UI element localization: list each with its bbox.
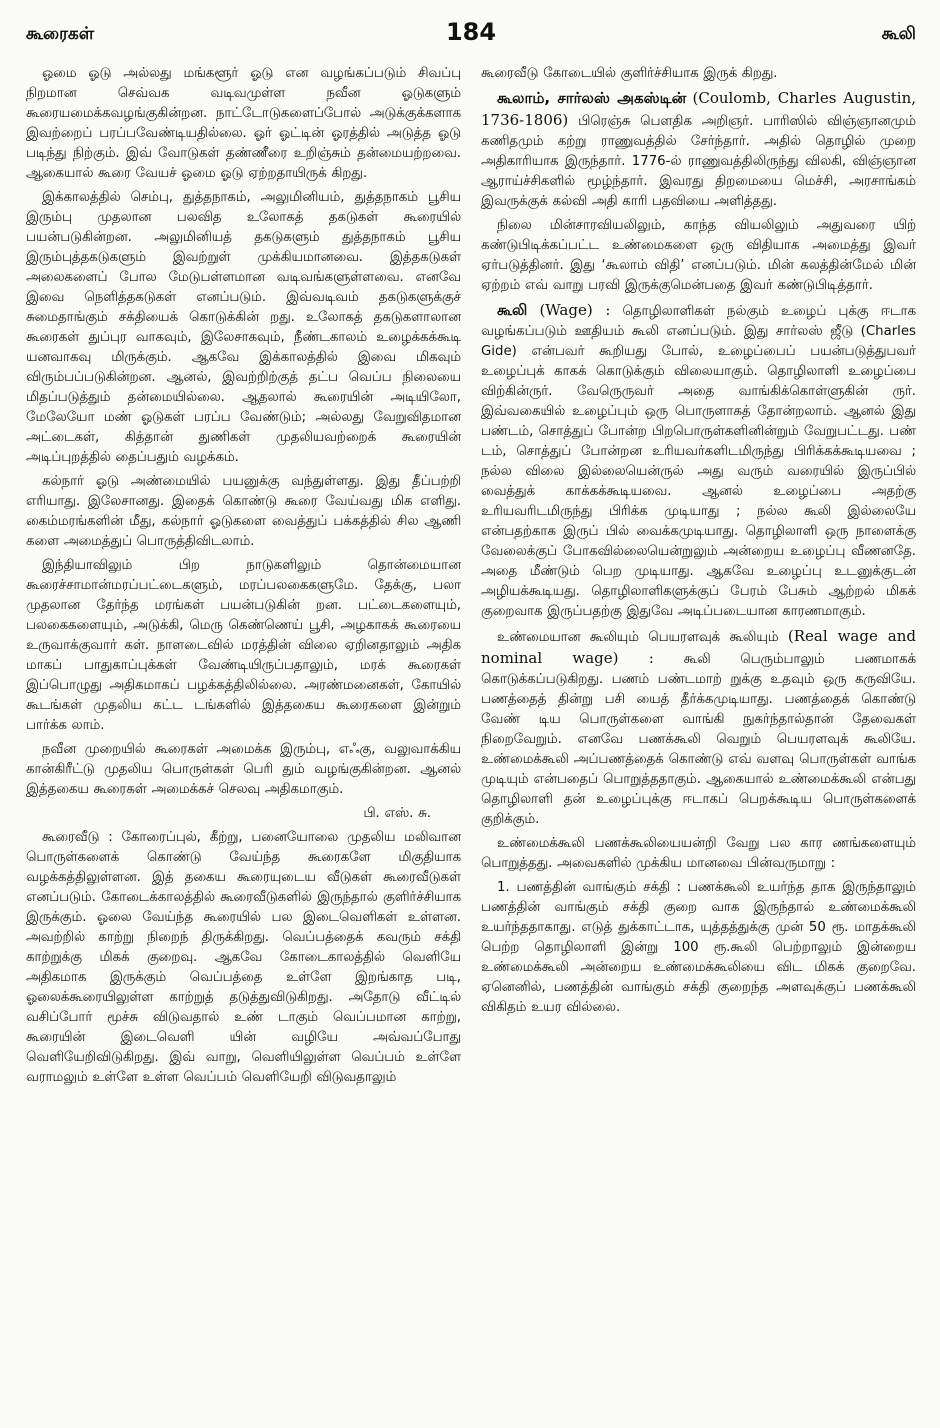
numbered-point: 1. பணத்தின் வாங்கும் சக்தி : பணக்கூலி உயர்ந்த தாக இருந்தாலும் பணத்தின் வாங்கும் சக்தி குறை வாக இருந்தால் உண்மைக்கூலி உயர்ந்ததாகாது. எடுத் துக்காட்டாக, யுத்தத்துக்கு முன் 50 ரூ. மாதக்கூலி பெற்ற தொழிலாளி இன்று 100 ரூ.கூலி பெற்றாலும் இன்றைய உண்மைக்கூலி அன்றைய உண்மைக்கூலியை விட மிகக் குறைவே. ஏனெனில், பணத்தின் வாங்கும் சக்தி குறைந்த அளவுக்குப் பணக்கூலி விகிதம் உயர வில்லை. xyxy=(481,880,916,1015)
paragraph: ஓமை ஓடு அல்லது மங்களூர் ஓடு என வழங்கப்படும் சிவப்பு நிறமான செவ்வக வடிவமுள்ள நவீன ஓடுகளும் கூரையமைக்கவழங்குகின்றன. நாட்டோடுகளைப்போல் அடுக்குக்களாக இவற்றைப் பரப்பவேண்டியதில்லை. ஓர் ஓட்டின் ஓரத்தில் அடுத்த ஓடு படிந்து நிற்கும். இவ் வோடுகள் தண்ணீரை உறிஞ்சும் தன்மையற்றவை. ஆகையால் கூரை வேயச் ஓமை ஓடு ஏற்றதாயிருக் கிறது. xyxy=(26,66,461,181)
running-head-right: கூலி xyxy=(881,24,916,44)
entry-head-roman: (Wage) : xyxy=(539,301,611,319)
page-header xyxy=(26,18,916,58)
entry-head-tamil: கூலாம், சார்லஸ் அகஸ்டின் xyxy=(497,89,687,107)
paragraph: கல்நார் ஓடு அண்மையில் பயனுக்கு வந்துள்ளது. இது தீப்பற்றி எரியாது. இலேசானது. இதைக் கொண்டு கூரை வேய்வது மிக எளிது. கைம்மரங்களின் மீது, கல்நார் ஓடுகளை வைத்துப் பக்கத்தில் சில ஆணி களை அமைத்துப் பொருத்திவிடலாம். xyxy=(26,474,461,549)
signature-line xyxy=(26,804,461,824)
entry-head-tamil: கூலி xyxy=(497,301,528,319)
page-number: 184 xyxy=(445,18,497,46)
entry-wage xyxy=(481,300,916,622)
entry-body: தொழிலாளிகள் நல்கும் உழைப் புக்கு ஈடாக வழங்கப்படும் ஊதியம் கூலி எனப்படும். இது சார்லஸ் ஜீடு (Charles Gide) என்பவர் கூறியது போல், உழைப்பைப் பயன்படுத்துபவர் உழைப்புக் காகக் கொடுக்கும் விலையாகும். தொழிலாளி உழைப்பை விற்கின்ருர். வேருெருவர் அதை வாங்கிக்கொள்ளுகின் ருர். இவ்வகையில் உழைப்பும் ஒரு பொருளாகத் தோன்றலாம். ஆனல் இது பண்டம், சொத்துப் போன்ற பிறபொருள்களினின்றும் வேறுபட்டது. பண் டம், சொத்துப் போன்றன உரியவர்களிடமிருந்து பிரிக்கக்கூடியவை ; நல்ல விலை இல்லையென்ருல் அது வரும் வரையில் இருப்பில் வைத்துக் காக்கக்கூடியவை. ஆனல் உழைப்பை அதற்கு உரியவரிடமிருந்து பிரிக்க முடியாது ; நல்ல கூலி இல்லையே என்பதற்காக இருப் பில் வைக்கமுடியாது. தொழிலாளி ஒரு நாளைக்கு வேலைக்குப் போகவில்லையென்றுலும் அன்றைய உழைப்பு வீணனதே. அதை மீண்டும் பெற முடியாது. ஆகவே உழைப்பு உடனுக்குடன் அழியக்கூடியது. தொழிலாளிகளுக்குப் பேரம் பேசும் ஆற்றல் மிகக் குறைவாக இருப்பதற்கு இதுவே அடிப்படையான காரணமாகும். xyxy=(481,304,916,619)
two-column-body xyxy=(26,64,916,1414)
entry-head-roman: (Coulomb, Charles Augustin, 1736-1806) xyxy=(481,89,916,129)
left-column xyxy=(26,64,461,1414)
right-column xyxy=(481,64,916,1414)
paragraph: இந்தியாவிலும் பிற நாடுகளிலும் தொன்மையான கூரைச்சாமான்மரப்பட்டைகளும், மரப்பலகைகளுமே. தேக்கு, பலா முதலான தேர்ந்த மரங்கள் பயன்படுகின் றன. பட்டைகளையும், பலகைகளையும், அடுக்கி, மெரு கெண்ணெய் பூசி, அழகாகக் கூரையை உருவாக்குவார் கள். நாளடைவில் மரத்தின் விலை ஏறினதாலும் அதிக மாகப் பாதுகாப்புக்கள் வேண்டியிருப்பதாலும், மரக் கூரைகள் இப்பொழுது அதிகமாகப் பழக்கத்திலில்லை. அரண்மனைகள், கோயில் கூடங்கள் முதலிய கட்ட டங்களில் இத்தகைய கூரைகளை இன்றும் பார்க்க லாம். xyxy=(26,558,461,733)
author-signature: பி. எஸ். சு. xyxy=(363,806,431,821)
entry-body: பிரெஞ்சு பௌதிக அறிஞர். பாரிஸில் விஞ்ஞானமும் கணிதமும் கற்று ராணுவத்தில் சேர்ந்தார். அதில் தொழில் முறை அதிகாரியாக இருந்தார். 1776-ல் ராணுவத்திலிருந்து விலகி, விஞ்ஞான ஆராய்ச்சிகளில் மூழ்ந்தார். இவரது திறமையை மெச்சி, அரசாங்கம் இவருக்குக் கல்வி அதி காரி பதவியை அளித்தது. xyxy=(481,114,916,209)
subentry-real-wage xyxy=(481,626,916,830)
subentry-body: கூலி பெரும்பாலும் பணமாகக் கொடுக்கப்படுகிறது. பணம் பண்டமாற் றுக்கு உதவும் ஒரு கருவியே. பணத்தைத் தின்று பசி யைத் தீர்க்கமுடியாது. பணத்தைக் கொண்டு வேண் டிய பொருள்களை வாங்கி நுகர்ந்தால்தான் தேவைகள் நிறைவேறும். எனவே பணக்கூலி வெறும் பெயரளவுக் கூலியே. உண்மைக்கூலி அப்பணத்தைக் கொண்டு எவ் வளவு பொருள்கள் வாங்க முடியும் என்பதைப் பொறுத்ததாகும். ஆகையால் உண்மைக்கூலி என்பது தொழிலாளி தன் உழைப்புக்கு ஈடாகப் பெறக்கூடிய பொருள்களைக் குறிக்கும். xyxy=(481,652,916,827)
entry-coulomb xyxy=(481,88,916,212)
paragraph: நவீன முறையில் கூரைகள் அமைக்க இரும்பு, எஃகு, வலுவாக்கிய கான்கிரீட்டு முதலிய பொருள்கள் பெரி தும் வழங்குகின்றன. ஆனல் இத்தகைய கூரைகள் அமைக்கச் செலவு அதிகமாகும். xyxy=(26,742,461,797)
continuation-paragraph: கூரைவீடு கோடையில் குளிர்ச்சியாக இருக் கிறது. xyxy=(481,66,778,81)
paragraph: நிலை மின்சாரவியலிலும், காந்த வியலிலும் அதுவரை யிற் கண்டுபிடிக்கப்பட்ட உண்மைகளை ஒரு விதியாக அமைத்து இவர் ஏர்படுத்தினர். இது ‘கூலாம் விதி’ எனப்படும். மின் கலத்தின்மேல் மின் ஏற்றம் எவ் வாறு பரவி இருக்குமென்பதை இவர் கண்டுபிடித்தார். xyxy=(481,218,916,293)
subentry-paragraph: கூரைவீடு : கோரைப்புல், கீற்று, பனையோலை முதலிய மலிவான பொருள்களைக் கொண்டு வேய்ந்த கூரைகளே மிகுதியாக வழக்கத்திலுள்ளன. இத் தகைய கூரையுடைய வீடுகள் கூரைவீடுகள் எனப்படும். கோடைக்காலத்தில் கூரைவீடுகளில் இருந்தால் குளிர்ச்சியாக இருக்கும். ஓலை வேய்ந்த கூரையில் பல இடைவெளிகள் உள்ளன. அவற்றில் காற்று நிறைந் திருக்கிறது. வெப்பத்தைக் கவரும் சக்தி காற்றுக்கு மிகக் குறைவு. ஆகவே கோடைகாலத்தில் வெளியே அதிகமாக இருக்கும் வெப்பத்தை உள்ளே இறங்காத படி, ஓலைக்கூரையிலுள்ள காற்றுத் தடுத்துவிடுகிறது. அதோடு வீட்டில் வசிப்போர் மூச்சு விடுவதால் உண் டாகும் வெப்பமான காற்று, கூரையின் இடைவெளி யின் வழியே அவ்வப்போது வெளியேறிவிடுகிறது. இவ் வாறு, வெளியிலுள்ள வெப்பம் உள்ளே வராமலும் உள்ளே உள்ள வெப்பம் வெளியேறி விடுவதாலும் xyxy=(26,830,461,1085)
paragraph: உண்மைக்கூலி பணக்கூலியையன்றி வேறு பல கார ணங்களையும் பொறுத்தது. அவைகளில் முக்கிய மானவை பின்வருமாறு : xyxy=(481,836,916,871)
subentry-head-roman: (Real wage and nominal wage) : xyxy=(481,627,916,667)
paragraph: இக்காலத்தில் செம்பு, துத்தநாகம், அலுமினியம், துத்தநாகம் பூசிய இரும்பு முதலான பலவித உலோகத் தகடுகள் கூரையில் பயன்படுகின்றன. அலுமினியத் தகடுகளும் துத்தநாகம் பூசிய இரும்புத்தகடுகளும் இவற்றுள் முக்கியமானவை. இத்தகடுகள் அலைகளைப் போல மேடுபள்ளமான வடிவங்களுள்ளவை. எனவே இவை நெளித்தகடுகள் எனப்படும். இவ்வடிவம் தகடுகளுக்குச் சுமைதாங்கும் சக்தியைக் கொடுக்கின் றது. உலோகத் தகடுகளாலான கூரைகள் துப்புர வாகவும், இலேசாகவும், நீண்டகாலம் உழைக்கக்கூடி யனவாகவு மிருக்கும். ஆகவே இக்காலத்தில் இவை மிகவும் விரும்பப்படுகின்றன. ஆனல், இவற்றிற்குத் தட்ப வெப்ப நிலையை மிதப்படுத்தும் தன்மையில்லை. ஆதலால் கூரையின் அடியிலோ, மேலேயோ மண் ஓடுகள் பரப்ப வேண்டும்; அல்லது வேறுவிதமான அட்டைகள், கித்தான் துணிகள் முதலியவற்றைக் கூரையின் அடிப்புறத்தில் தைப்பதும் வழக்கம். xyxy=(26,190,461,465)
running-head-left: கூரைகள் xyxy=(26,24,95,44)
subentry-head-tamil: உண்மையான கூலியும் பெயரளவுக் கூலியும் xyxy=(497,630,779,645)
